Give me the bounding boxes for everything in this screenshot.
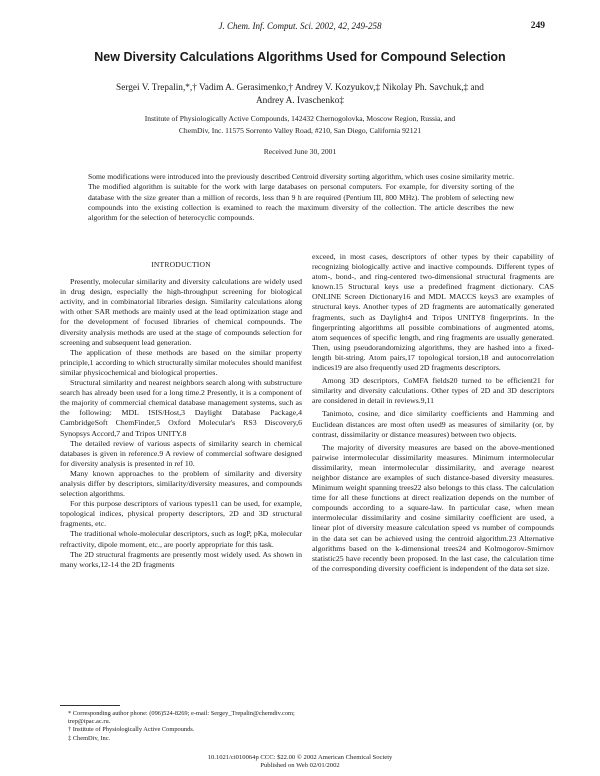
publication-date: Published on Web 02/01/2002 (260, 762, 340, 770)
paragraph: The detailed review of various aspects of similarity search in chemical databases is given in reference.9 A review of commercial software designed for diversity analysis is presented in ref 10. (60, 438, 302, 468)
received-date: Received June 30, 2001 (263, 147, 337, 156)
footnote-corresponding: * Corresponding author phone: (096)524-8269; e-mail: Sergey_Trepalin@chemdiv.com; trep@ipac.ac.ru. (68, 710, 295, 726)
left-column (60, 258, 302, 570)
footnote-affiliation-2: ‡ ChemDiv, Inc. (68, 734, 111, 742)
paragraph: Structural similarity and nearest neighbors search along with substructure search has already been used for a long time.2 Presently, it is a component of the majority of commercial chemical database management systems, such as the following: MDL ISIS/Host,3 Daylight Database Package,4 CambridgeSoft ChemFinder,5 Oxford Molecular's RS3 Discovery,6 Synopsys Accord,7 and Tripos UNITY.8 (60, 378, 302, 438)
footnotes (60, 710, 302, 743)
paragraph: The majority of diversity measures are based on the above-mentioned pairwise intermolecular dissimilarity measures. Minimum intermolecular dissimilarity, mean intermolecular dissimilarity, and average nearest neighbor distance are examples of such distance-based diversity measures. Minimum weight spanning trees22 also belongs to this class. The calculation time for all these functions at direct realization depends on the number of compounds according to a square-law. In particular case, when mean intermolecular dissimilarity and cosine similarity coefficient are used, a linear plot of diversity measure calculation speed vs number of compounds in the data set can be achieved using the centroid algorithm.23 Alternative algorithms based on the k-dimensional trees24 and Kolmogorov-Smirnov statistic25 have recently been proposed. In the last case, the calculation time of the corresponding diversity coefficient is independent of the data set size. (312, 442, 554, 573)
paragraph: exceed, in most cases, descriptors of other types by their capability of recognizing biologically active and inactive compounds. Different types of atom-, bond-, and ring-centered two-dimensional structural fragments are known.15 Structural keys use a predefined fragment dictionary. CAS ONLINE Screen Dictionary16 and MDL MACCS keys3 are examples of structural keys. Another types of 2D fragments are automatically generated fragments, such as Daylight4 and Tripos UNITY8 fingerprints. In the fingerprinting algorithms all possible combinations of augmented atoms, atom sequences of specific length, and ring fragments are usually generated. Then, using pseudorandomizing algorithms, they are hashed into a fixed-length bit-string. Atom pairs,17 topological torsion,18 and autocorrelation indices19 are also frequently used 2D fragments descriptors. (312, 252, 554, 373)
paragraph: Among 3D descriptors, CoMFA fields20 turned to be efficient21 for similarity and diversity calculations. Other types of 2D and 3D descriptors are considered in detail in reviews.9,11 (312, 376, 554, 406)
paragraph: The traditional whole-molecular descriptors, such as logP, pKa, molecular refractivity, dipole moment, etc., are poorly appropriate for this task. (60, 529, 302, 549)
author-list (60, 82, 540, 108)
affiliation (50, 113, 550, 137)
doi-copyright (0, 754, 600, 771)
author-line-1: Sergei V. Trepalin,*,† Vadim A. Gerasimenko,† Andrey V. Kozyukov,‡ Nikolay Ph. Savchuk,‡ and (116, 83, 484, 93)
footnote-affiliation-1: † Institute of Physiologically Active Compounds. (68, 726, 195, 734)
paragraph: The application of these methods are based on the similar property principle,1 according to which structurally similar molecules should manifest similar physicochemical and biological properties. (60, 347, 302, 377)
article-title: New Diversity Calculations Algorithms Used for Compound Selection (94, 50, 506, 64)
section-heading: INTRODUCTION (151, 260, 211, 269)
paragraph: Tanimoto, cosine, and dice similarity coefficients and Hamming and Euclidean distances are most often used9 as measures of similarity (or, by contrast, dissimilarity or distance measures) between two objects. (312, 409, 554, 439)
affiliation-line-2: ChemDiv, Inc. 11575 Sorrento Valley Road, #210, San Diego, California 92121 (178, 126, 422, 135)
footnote-divider (60, 705, 120, 706)
author-line-2: Andrey A. Ivaschenko‡ (255, 96, 345, 106)
page-number: 249 (530, 21, 545, 31)
journal-reference: J. Chem. Inf. Comput. Sci. 2002, 42, 249-258 (218, 21, 382, 31)
paragraph: Many known approaches to the problem of similarity and diversity analysis differ by descriptors, similarity/diversity measures, and compounds selection algorithms. (60, 468, 302, 499)
right-column (312, 252, 554, 574)
running-head (0, 21, 600, 35)
affiliation-line-1: Institute of Physiologically Active Compounds, 142432 Chernogolovka, Moscow Region, Russia, and (144, 114, 456, 123)
paragraph: The 2D structural fragments are presently most widely used. As shown in many works,12-14 the 2D fragments (60, 549, 302, 569)
doi-line: 10.1021/ci010064p CCC: $22.00 © 2002 American Chemical Society (207, 754, 393, 761)
abstract: Some modifications were introduced into the previously described Centroid diversity sorting algorithm, which uses cosine similarity metric. The modified algorithm is suitable for the work with large databases on personal computers. For example, for diversity sorting of the database with the size greater than a million of records, less than 9 h are required (Pentium III, 800 MHz). The problem of selecting new compounds into the existing collection is examined to reach the maximum diversity of the collection. The article describes the new algorithm for the selection of heterocyclic compounds. (88, 172, 515, 223)
paragraph: Presently, molecular similarity and diversity calculations are widely used in drug design, especially the high-throughput screening for biological activity, and in combinatorial libraries design. Similarity calculations along with other SAR methods are mainly used at the lead optimization stage and for the development of focused libraries of chemical compounds. The diversity analysis methods are used at the stage of compounds selection for screening and subsequent lead generation. (60, 277, 302, 347)
paragraph: For this purpose descriptors of various types11 can be used, for example, topological indices, physical property descriptors, 2D and 3D structural fragments, etc. (60, 499, 302, 529)
